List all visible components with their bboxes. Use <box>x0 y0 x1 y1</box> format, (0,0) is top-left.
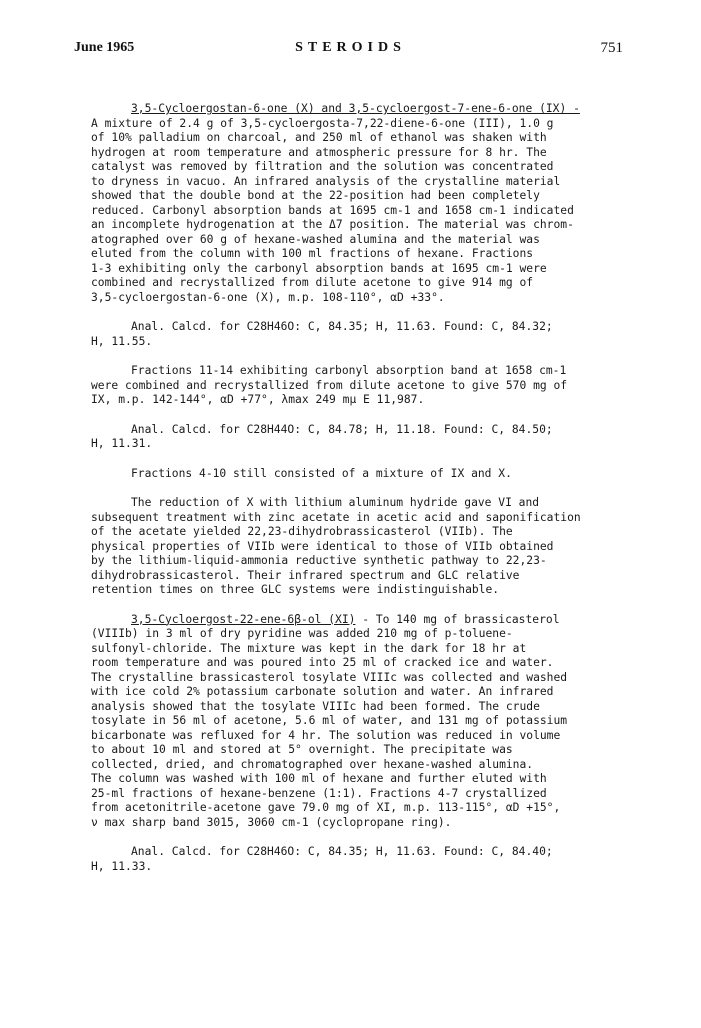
text-line: were combined and recrystallized from dilute acetone to give 570 mg of <box>91 378 568 392</box>
text-line: from acetonitrile-acetone gave 79.0 mg of XI, m.p. 113-115°, αD +15°, <box>91 801 561 814</box>
text-line: 3,5-cycloergostan-6-one (X), m.p. 108-110°, αD +33°. <box>91 290 445 304</box>
section-fractions <box>91 364 621 481</box>
text-line: an incomplete hydrogenation at the Δ7 position. The material was chrom- <box>91 218 574 231</box>
text-line: catalyst was removed by filtration and the solution was concentrated <box>91 160 554 173</box>
text-line: showed that the double bond at the 22-position had been completely <box>91 189 540 202</box>
text-line: sulfonyl-chloride. The mixture was kept in the dark for 18 hr at <box>91 641 527 655</box>
text-line: reduced. Carbonyl absorption bands at 1695 cm-1 and 1658 cm-1 indicated <box>91 203 574 217</box>
text-line: 25-ml fractions of hexane-benzene (1:1). Fractions 4-7 crystallized <box>91 786 547 800</box>
text-line: The column was washed with 100 ml of hexane and further eluted with <box>91 772 547 785</box>
text-line: Fractions 11-14 exhibiting carbonyl absorption band at 1658 cm-1 <box>131 364 567 377</box>
text-line: tosylate in 56 ml of acetone, 5.6 ml of water, and 131 mg of potassium <box>91 714 568 727</box>
analysis-line: H, 11.31. <box>91 437 153 450</box>
article-body <box>91 102 621 874</box>
text-line: room temperature and was poured into 25 ml of cracked ice and water. <box>91 656 554 669</box>
analysis-line: H, 11.55. <box>91 334 153 348</box>
text-line: IX, m.p. 142-144°, αD +77°, λmax 249 mμ E 11,987. <box>91 393 425 406</box>
text-line: bicarbonate was refluxed for 4 hr. The solution was reduced in volume <box>91 728 561 742</box>
text-line: collected, dried, and chromatographed over hexane-washed alumina. <box>91 757 534 771</box>
text-fragment: - To 140 mg of brassicasterol <box>355 612 560 626</box>
section-title-line <box>91 613 621 628</box>
section-title: 3,5-Cycloergostan-6-one (X) and 3,5-cycloergost-7-ene-6-one (IX) - <box>131 102 580 115</box>
text-line: combined and recrystallized from dilute acetone to give 914 mg of <box>91 276 534 289</box>
text-line: hydrogen at room temperature and atmospheric pressure for 8 hr. The <box>91 145 547 159</box>
text-line: retention times on three GLC systems were indistinguishable. <box>91 583 500 596</box>
section-title: 3,5-Cycloergost-22-ene-6β-ol (XI) <box>131 612 356 626</box>
text-line: 1-3 exhibiting only the carbonyl absorption bands at 1695 cm-1 were <box>91 261 547 275</box>
text-line: dihydrobrassicasterol. Their infrared spectrum and GLC relative <box>91 568 520 582</box>
text-line: atographed over 60 g of hexane-washed alumina and the material was <box>91 232 540 246</box>
header-page-number: 751 <box>600 40 623 56</box>
section-reduction <box>91 496 621 598</box>
header-date: June 1965 <box>74 40 135 55</box>
text-line: of the acetate yielded 22,23-dihydrobrassicasterol (VIIb). The <box>91 525 513 538</box>
text-line: A mixture of 2.4 g of 3,5-cycloergosta-7,22-diene-6-one (III), 1.0 g <box>91 116 554 130</box>
analysis-line: Anal. Calcd. for C28H46O: C, 84.35; H, 11.63. Found: C, 84.32; <box>131 320 553 333</box>
analysis-line: H, 11.33. <box>91 859 153 873</box>
header-journal: STEROIDS <box>295 40 406 55</box>
text-line: The reduction of X with lithium aluminum hydride gave VI and <box>131 496 540 509</box>
text-line: Fractions 4-10 still consisted of a mixture of IX and X. <box>131 466 512 480</box>
section-cycloergostenol <box>91 613 621 875</box>
text-line: (VIIIb) in 3 ml of dry pyridine was added 210 mg of p-toluene- <box>91 627 513 640</box>
text-line: physical properties of VIIb were identical to those of VIIb obtained <box>91 539 554 553</box>
text-line: analysis showed that the tosylate VIIIc had been formed. The crude <box>91 699 540 713</box>
section-cycloergostanone <box>91 102 621 349</box>
text-line: by the lithium-liquid-ammonia reductive synthetic pathway to 22,23- <box>91 554 547 567</box>
analysis-line: Anal. Calcd. for C28H44O: C, 84.78; H, 11.18. Found: C, 84.50; <box>131 422 553 436</box>
text-line: subsequent treatment with zinc acetate in acetic acid and saponification <box>91 510 581 524</box>
text-line: eluted from the column with 100 ml fractions of hexane. Fractions <box>91 247 534 260</box>
analysis-line: Anal. Calcd. for C28H46O: C, 84.35; H, 11.63. Found: C, 84.40; <box>131 845 553 858</box>
text-line: to dryness in vacuo. An infrared analysis of the crystalline material <box>91 174 561 188</box>
text-line: ν max sharp band 3015, 3060 cm-1 (cyclopropane ring). <box>91 815 452 829</box>
text-line: of 10% palladium on charcoal, and 250 ml of ethanol was shaken with <box>91 131 547 144</box>
text-line: with ice cold 2% potassium carbonate solution and water. An infrared <box>91 685 554 698</box>
text-line: The crystalline brassicasterol tosylate VIIIc was collected and washed <box>91 670 568 684</box>
text-line: to about 10 ml and stored at 5° overnight. The precipitate was <box>91 743 513 756</box>
